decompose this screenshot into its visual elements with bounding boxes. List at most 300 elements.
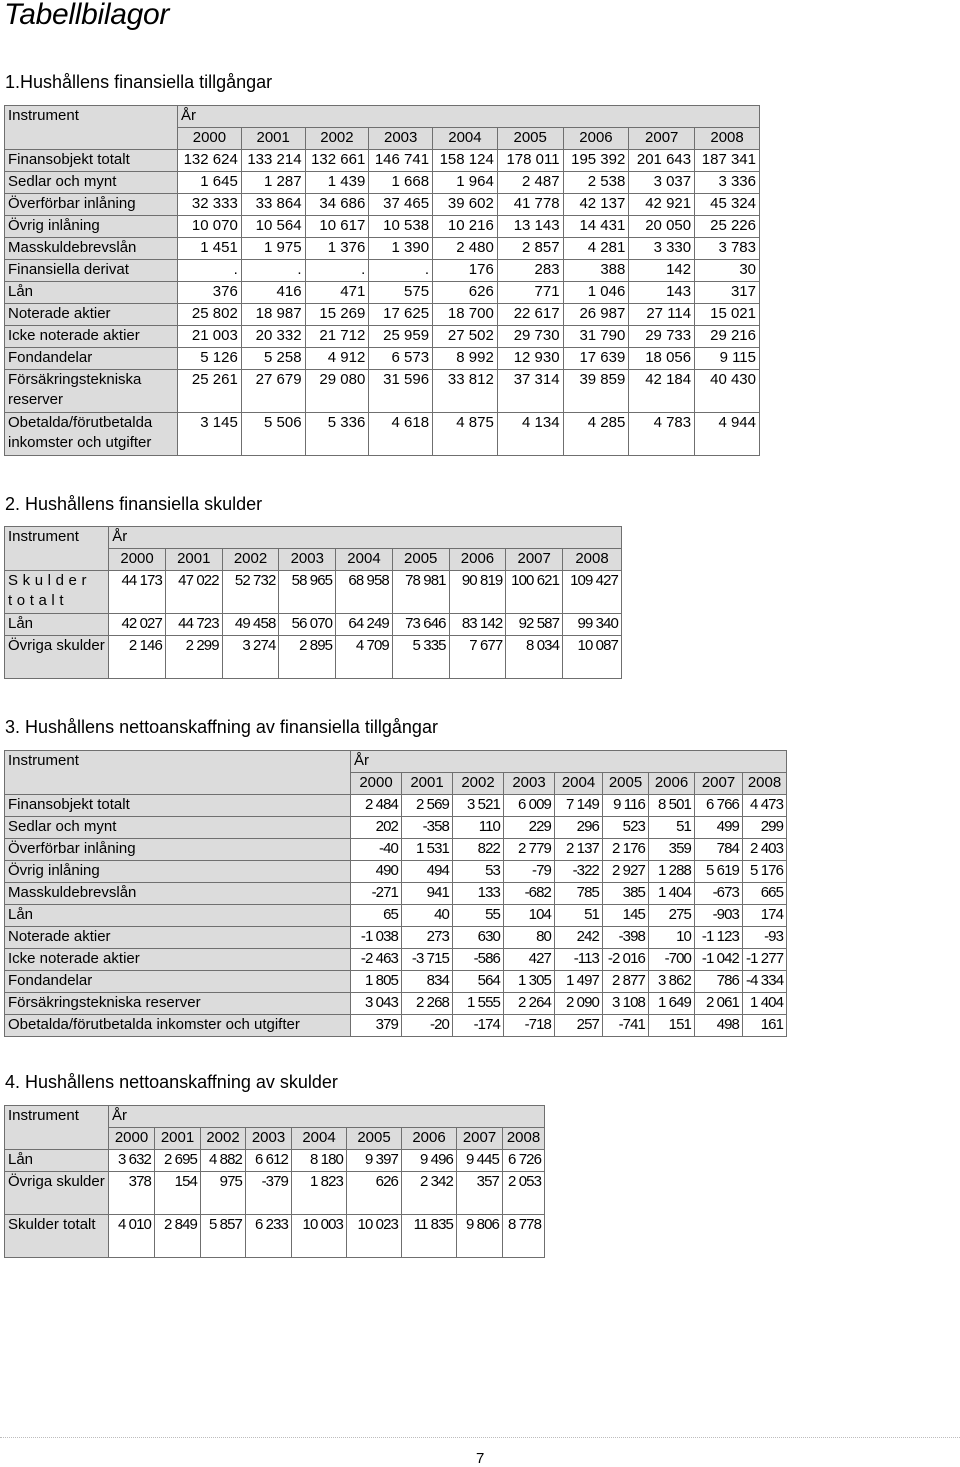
value-cell: 45 324 xyxy=(695,194,760,216)
year-cell: 2006 xyxy=(449,549,506,571)
value-cell: 299 xyxy=(743,817,787,839)
value-cell: -79 xyxy=(504,861,555,883)
table-row xyxy=(5,905,787,927)
row-label: Sedlar och mynt xyxy=(5,817,351,839)
value-cell: 2 176 xyxy=(603,839,649,861)
row-label: Skulder totalt xyxy=(5,571,109,614)
value-cell: 10 617 xyxy=(305,216,369,238)
row-label: Försäkringstekniska reserver xyxy=(5,993,351,1015)
year-cell: 2000 xyxy=(109,1128,155,1150)
value-cell: 822 xyxy=(453,839,504,861)
year-cell: 2000 xyxy=(178,128,242,150)
row-label: Övrig inlåning xyxy=(5,861,351,883)
value-cell: 1 823 xyxy=(292,1172,347,1215)
value-cell: 416 xyxy=(241,282,305,304)
value-cell: 1 645 xyxy=(178,172,242,194)
value-cell: -903 xyxy=(695,905,743,927)
value-cell: 273 xyxy=(402,927,453,949)
value-cell: 10 087 xyxy=(563,636,622,679)
year-cell: 2002 xyxy=(305,128,369,150)
year-cell: 2008 xyxy=(563,549,622,571)
value-cell: 2 342 xyxy=(402,1172,457,1215)
value-cell: . xyxy=(241,260,305,282)
table-row xyxy=(5,1215,545,1258)
value-cell: -322 xyxy=(555,861,603,883)
table-row xyxy=(5,194,760,216)
year-cell: 2005 xyxy=(392,549,449,571)
value-cell: -2 463 xyxy=(351,949,402,971)
value-cell: 64 249 xyxy=(336,614,393,636)
row-label: Övriga skulder xyxy=(5,636,109,679)
header-row xyxy=(5,1106,545,1128)
table-row xyxy=(5,861,787,883)
table-row xyxy=(5,817,787,839)
table-row xyxy=(5,304,760,326)
value-cell: 4 281 xyxy=(563,238,629,260)
value-cell: 37 314 xyxy=(497,370,563,413)
value-cell: 575 xyxy=(369,282,433,304)
value-cell: 2 061 xyxy=(695,993,743,1015)
header-row xyxy=(5,106,760,128)
row-label: Obetalda/förutbetalda inkomster och utgifter xyxy=(5,1015,351,1037)
value-cell: 4 882 xyxy=(201,1150,246,1172)
value-cell: . xyxy=(305,260,369,282)
value-cell: 133 xyxy=(453,883,504,905)
row-label: Finansiella derivat xyxy=(5,260,178,282)
value-cell: 40 430 xyxy=(695,370,760,413)
value-cell: 975 xyxy=(201,1172,246,1215)
value-cell: 626 xyxy=(347,1172,402,1215)
value-cell: 771 xyxy=(497,282,563,304)
header-row xyxy=(5,751,787,773)
row-label: Fondandelar xyxy=(5,971,351,993)
year-cell: 2001 xyxy=(402,773,453,795)
value-cell: 5 335 xyxy=(392,636,449,679)
value-cell: 317 xyxy=(695,282,760,304)
year-cell: 2003 xyxy=(246,1128,292,1150)
value-cell: 7 677 xyxy=(449,636,506,679)
header-row xyxy=(5,527,622,549)
row-label: Lån xyxy=(5,614,109,636)
table-row xyxy=(5,927,787,949)
value-cell: 10 xyxy=(649,927,695,949)
value-cell: 9 496 xyxy=(402,1150,457,1172)
value-cell: 7 149 xyxy=(555,795,603,817)
value-cell: 3 145 xyxy=(178,413,242,456)
value-cell: 154 xyxy=(155,1172,201,1215)
value-cell: 2 857 xyxy=(497,238,563,260)
value-cell: 9 397 xyxy=(347,1150,402,1172)
value-cell: 47 022 xyxy=(165,571,222,614)
value-cell: 1 404 xyxy=(649,883,695,905)
year-cell: 2002 xyxy=(453,773,504,795)
value-cell: 376 xyxy=(178,282,242,304)
value-cell: 42 027 xyxy=(109,614,166,636)
value-cell: 385 xyxy=(603,883,649,905)
value-cell: 20 050 xyxy=(629,216,695,238)
page-number: 7 xyxy=(476,1450,485,1467)
instrument-header: Instrument xyxy=(5,527,109,571)
value-cell: 21 003 xyxy=(178,326,242,348)
value-cell: 2 927 xyxy=(603,861,649,883)
value-cell: 17 625 xyxy=(369,304,433,326)
value-cell: 29 216 xyxy=(695,326,760,348)
year-cell: 2004 xyxy=(555,773,603,795)
row-label: Masskuldebrevslån xyxy=(5,883,351,905)
value-cell: -718 xyxy=(504,1015,555,1037)
value-cell: 2 090 xyxy=(555,993,603,1015)
row-label: Fondandelar xyxy=(5,348,178,370)
value-cell: 1 404 xyxy=(743,993,787,1015)
value-cell: 471 xyxy=(305,282,369,304)
value-cell: 1 451 xyxy=(178,238,242,260)
value-cell: 58 965 xyxy=(279,571,336,614)
row-label: Skulder totalt xyxy=(5,1215,109,1258)
value-cell: 37 465 xyxy=(369,194,433,216)
value-cell: 30 xyxy=(695,260,760,282)
table-row xyxy=(5,636,622,679)
value-cell: 6 009 xyxy=(504,795,555,817)
value-cell: 786 xyxy=(695,971,743,993)
value-cell: 92 587 xyxy=(506,614,563,636)
value-cell: 29 730 xyxy=(497,326,563,348)
value-cell: -741 xyxy=(603,1015,649,1037)
value-cell: 427 xyxy=(504,949,555,971)
row-label: Överförbar inlåning xyxy=(5,839,351,861)
value-cell: 56 070 xyxy=(279,614,336,636)
value-cell: 2 403 xyxy=(743,839,787,861)
year-cell: 2003 xyxy=(369,128,433,150)
table-row xyxy=(5,413,760,456)
value-cell: 27 502 xyxy=(433,326,498,348)
value-cell: 53 xyxy=(453,861,504,883)
value-cell: 10 023 xyxy=(347,1215,402,1258)
year-cell: 2000 xyxy=(109,549,166,571)
value-cell: 3 108 xyxy=(603,993,649,1015)
value-cell: 283 xyxy=(497,260,563,282)
value-cell: 5 126 xyxy=(178,348,242,370)
value-cell: 2 849 xyxy=(155,1215,201,1258)
year-cell: 2006 xyxy=(402,1128,457,1150)
instrument-header: Instrument xyxy=(5,106,178,150)
instrument-header: Instrument xyxy=(5,1106,109,1150)
value-cell: 142 xyxy=(629,260,695,282)
value-cell: 12 930 xyxy=(497,348,563,370)
value-cell: 2 779 xyxy=(504,839,555,861)
table-row xyxy=(5,571,622,614)
year-cell: 2005 xyxy=(347,1128,402,1150)
page-heading: Tabellbilagor xyxy=(4,0,170,31)
value-cell: 65 xyxy=(351,905,402,927)
value-cell: 378 xyxy=(109,1172,155,1215)
table-row xyxy=(5,1172,545,1215)
value-cell: -700 xyxy=(649,949,695,971)
row-label: Lån xyxy=(5,1150,109,1172)
value-cell: 132 624 xyxy=(178,150,242,172)
year-cell: 2005 xyxy=(497,128,563,150)
value-cell: -4 334 xyxy=(743,971,787,993)
value-cell: 6 766 xyxy=(695,795,743,817)
value-cell: 42 184 xyxy=(629,370,695,413)
value-cell: 161 xyxy=(743,1015,787,1037)
value-cell: 14 431 xyxy=(563,216,629,238)
value-cell: 10 564 xyxy=(241,216,305,238)
year-cell: 2004 xyxy=(433,128,498,150)
year-header: År xyxy=(178,106,760,128)
row-label: Icke noterade aktier xyxy=(5,326,178,348)
value-cell: 1 975 xyxy=(241,238,305,260)
value-cell: 3 274 xyxy=(222,636,279,679)
value-cell: 17 639 xyxy=(563,348,629,370)
row-label: Försäkringstekniska reserver xyxy=(5,370,178,413)
row-label: Finansobjekt totalt xyxy=(5,795,351,817)
value-cell: 29 080 xyxy=(305,370,369,413)
value-cell: 4 912 xyxy=(305,348,369,370)
value-cell: 523 xyxy=(603,817,649,839)
net-acquisition-assets-table xyxy=(4,750,787,1037)
value-cell: 4 010 xyxy=(109,1215,155,1258)
value-cell: 151 xyxy=(649,1015,695,1037)
section-4-title: 4. Hushållens nettoanskaffning av skulder xyxy=(5,1072,338,1092)
value-cell: 9 806 xyxy=(457,1215,503,1258)
row-label: Övriga skulder xyxy=(5,1172,109,1215)
value-cell: 10 003 xyxy=(292,1215,347,1258)
value-cell: 4 134 xyxy=(497,413,563,456)
value-cell: 55 xyxy=(453,905,504,927)
value-cell: 22 617 xyxy=(497,304,563,326)
value-cell: 785 xyxy=(555,883,603,905)
year-header: År xyxy=(109,527,622,549)
table-row xyxy=(5,260,760,282)
table-row xyxy=(5,1015,787,1037)
value-cell: 5 506 xyxy=(241,413,305,456)
value-cell: 2 484 xyxy=(351,795,402,817)
table-row xyxy=(5,238,760,260)
value-cell: 42 137 xyxy=(563,194,629,216)
value-cell: 25 959 xyxy=(369,326,433,348)
value-cell: 1 964 xyxy=(433,172,498,194)
value-cell: -20 xyxy=(402,1015,453,1037)
row-label: Sedlar och mynt xyxy=(5,172,178,194)
value-cell: 20 332 xyxy=(241,326,305,348)
table-row xyxy=(5,949,787,971)
value-cell: 78 981 xyxy=(392,571,449,614)
value-cell: 3 783 xyxy=(695,238,760,260)
table-row xyxy=(5,839,787,861)
row-label: Överförbar inlåning xyxy=(5,194,178,216)
value-cell: 202 xyxy=(351,817,402,839)
value-cell: 8 034 xyxy=(506,636,563,679)
value-cell: 3 043 xyxy=(351,993,402,1015)
value-cell: 8 778 xyxy=(503,1215,545,1258)
value-cell: 110 xyxy=(453,817,504,839)
value-cell: 100 621 xyxy=(506,571,563,614)
row-label: Lån xyxy=(5,905,351,927)
value-cell: 9 115 xyxy=(695,348,760,370)
row-label: Obetalda/förutbetalda inkomster och utgifter xyxy=(5,413,178,456)
value-cell: -358 xyxy=(402,817,453,839)
table-row xyxy=(5,795,787,817)
value-cell: 15 021 xyxy=(695,304,760,326)
value-cell: 73 646 xyxy=(392,614,449,636)
year-cell: 2005 xyxy=(603,773,649,795)
value-cell: -271 xyxy=(351,883,402,905)
value-cell: 2 487 xyxy=(497,172,563,194)
value-cell: 2 264 xyxy=(504,993,555,1015)
value-cell: 4 473 xyxy=(743,795,787,817)
value-cell: 357 xyxy=(457,1172,503,1215)
value-cell: 257 xyxy=(555,1015,603,1037)
value-cell: 25 261 xyxy=(178,370,242,413)
value-cell: 1 531 xyxy=(402,839,453,861)
value-cell: 21 712 xyxy=(305,326,369,348)
value-cell: 31 596 xyxy=(369,370,433,413)
value-cell: 26 987 xyxy=(563,304,629,326)
value-cell: . xyxy=(369,260,433,282)
value-cell: 109 427 xyxy=(563,571,622,614)
table-row xyxy=(5,282,760,304)
table-row xyxy=(5,370,760,413)
value-cell: 499 xyxy=(695,817,743,839)
value-cell: -1 038 xyxy=(351,927,402,949)
value-cell: 99 340 xyxy=(563,614,622,636)
value-cell: 132 661 xyxy=(305,150,369,172)
value-cell: 1 376 xyxy=(305,238,369,260)
value-cell: 1 805 xyxy=(351,971,402,993)
value-cell: -1 042 xyxy=(695,949,743,971)
value-cell: 8 992 xyxy=(433,348,498,370)
value-cell: 1 668 xyxy=(369,172,433,194)
value-cell: 941 xyxy=(402,883,453,905)
section-3-title: 3. Hushållens nettoanskaffning av finansiella tillgångar xyxy=(5,717,438,737)
value-cell: 2 053 xyxy=(503,1172,545,1215)
value-cell: 2 299 xyxy=(165,636,222,679)
value-cell: 3 330 xyxy=(629,238,695,260)
value-cell: -682 xyxy=(504,883,555,905)
row-label: Masskuldebrevslån xyxy=(5,238,178,260)
value-cell: 2 877 xyxy=(603,971,649,993)
value-cell: 498 xyxy=(695,1015,743,1037)
value-cell: 2 268 xyxy=(402,993,453,1015)
row-label: Övrig inlåning xyxy=(5,216,178,238)
value-cell: 133 214 xyxy=(241,150,305,172)
value-cell: 242 xyxy=(555,927,603,949)
value-cell: 25 802 xyxy=(178,304,242,326)
value-cell: 27 679 xyxy=(241,370,305,413)
value-cell: -93 xyxy=(743,927,787,949)
value-cell: 5 258 xyxy=(241,348,305,370)
value-cell: 229 xyxy=(504,817,555,839)
value-cell: -1 277 xyxy=(743,949,787,971)
value-cell: 44 723 xyxy=(165,614,222,636)
value-cell: 2 137 xyxy=(555,839,603,861)
value-cell: 187 341 xyxy=(695,150,760,172)
value-cell: 83 142 xyxy=(449,614,506,636)
value-cell: 29 733 xyxy=(629,326,695,348)
instrument-header: Instrument xyxy=(5,751,351,795)
value-cell: 33 864 xyxy=(241,194,305,216)
value-cell: 3 521 xyxy=(453,795,504,817)
value-cell: 5 176 xyxy=(743,861,787,883)
value-cell: 2 695 xyxy=(155,1150,201,1172)
value-cell: -1 123 xyxy=(695,927,743,949)
value-cell: 3 037 xyxy=(629,172,695,194)
year-cell: 2007 xyxy=(695,773,743,795)
value-cell: -3 715 xyxy=(402,949,453,971)
value-cell: 195 392 xyxy=(563,150,629,172)
value-cell: 665 xyxy=(743,883,787,905)
value-cell: 4 875 xyxy=(433,413,498,456)
value-cell: 178 011 xyxy=(497,150,563,172)
year-cell: 2003 xyxy=(279,549,336,571)
value-cell: 174 xyxy=(743,905,787,927)
section-1-title: 1.Hushållens finansiella tillgångar xyxy=(5,72,273,92)
value-cell: 31 790 xyxy=(563,326,629,348)
value-cell: 630 xyxy=(453,927,504,949)
value-cell: 1 439 xyxy=(305,172,369,194)
value-cell: 10 216 xyxy=(433,216,498,238)
year-cell: 2002 xyxy=(201,1128,246,1150)
value-cell: 15 269 xyxy=(305,304,369,326)
value-cell: 9 445 xyxy=(457,1150,503,1172)
value-cell: 1 390 xyxy=(369,238,433,260)
value-cell: 626 xyxy=(433,282,498,304)
value-cell: -586 xyxy=(453,949,504,971)
year-cell: 2008 xyxy=(503,1128,545,1150)
value-cell: -113 xyxy=(555,949,603,971)
table-row xyxy=(5,993,787,1015)
section-2-title: 2. Hushållens finansiella skulder xyxy=(5,494,263,514)
value-cell: 1 555 xyxy=(453,993,504,1015)
value-cell: 145 xyxy=(603,905,649,927)
year-cell: 2007 xyxy=(506,549,563,571)
value-cell: 3 336 xyxy=(695,172,760,194)
value-cell: 13 143 xyxy=(497,216,563,238)
value-cell: 34 686 xyxy=(305,194,369,216)
value-cell: -673 xyxy=(695,883,743,905)
value-cell: 33 812 xyxy=(433,370,498,413)
value-cell: 379 xyxy=(351,1015,402,1037)
table-row xyxy=(5,971,787,993)
year-cell: 2008 xyxy=(743,773,787,795)
value-cell: 4 783 xyxy=(629,413,695,456)
value-cell: 3 632 xyxy=(109,1150,155,1172)
value-cell: 39 859 xyxy=(563,370,629,413)
value-cell: 8 501 xyxy=(649,795,695,817)
table-row xyxy=(5,1150,545,1172)
value-cell: 32 333 xyxy=(178,194,242,216)
net-acquisition-liabilities-table xyxy=(4,1105,545,1258)
value-cell: 104 xyxy=(504,905,555,927)
value-cell: 6 233 xyxy=(246,1215,292,1258)
value-cell: 3 862 xyxy=(649,971,695,993)
value-cell: 143 xyxy=(629,282,695,304)
value-cell: 6 573 xyxy=(369,348,433,370)
value-cell: 10 070 xyxy=(178,216,242,238)
year-header: År xyxy=(109,1106,545,1128)
value-cell: 146 741 xyxy=(369,150,433,172)
value-cell: 25 226 xyxy=(695,216,760,238)
footer-rule xyxy=(0,1437,960,1438)
value-cell: 1 046 xyxy=(563,282,629,304)
value-cell: 2 480 xyxy=(433,238,498,260)
value-cell: 1 649 xyxy=(649,993,695,1015)
value-cell: 42 921 xyxy=(629,194,695,216)
value-cell: . xyxy=(178,260,242,282)
value-cell: 296 xyxy=(555,817,603,839)
table-row xyxy=(5,326,760,348)
table-row xyxy=(5,172,760,194)
